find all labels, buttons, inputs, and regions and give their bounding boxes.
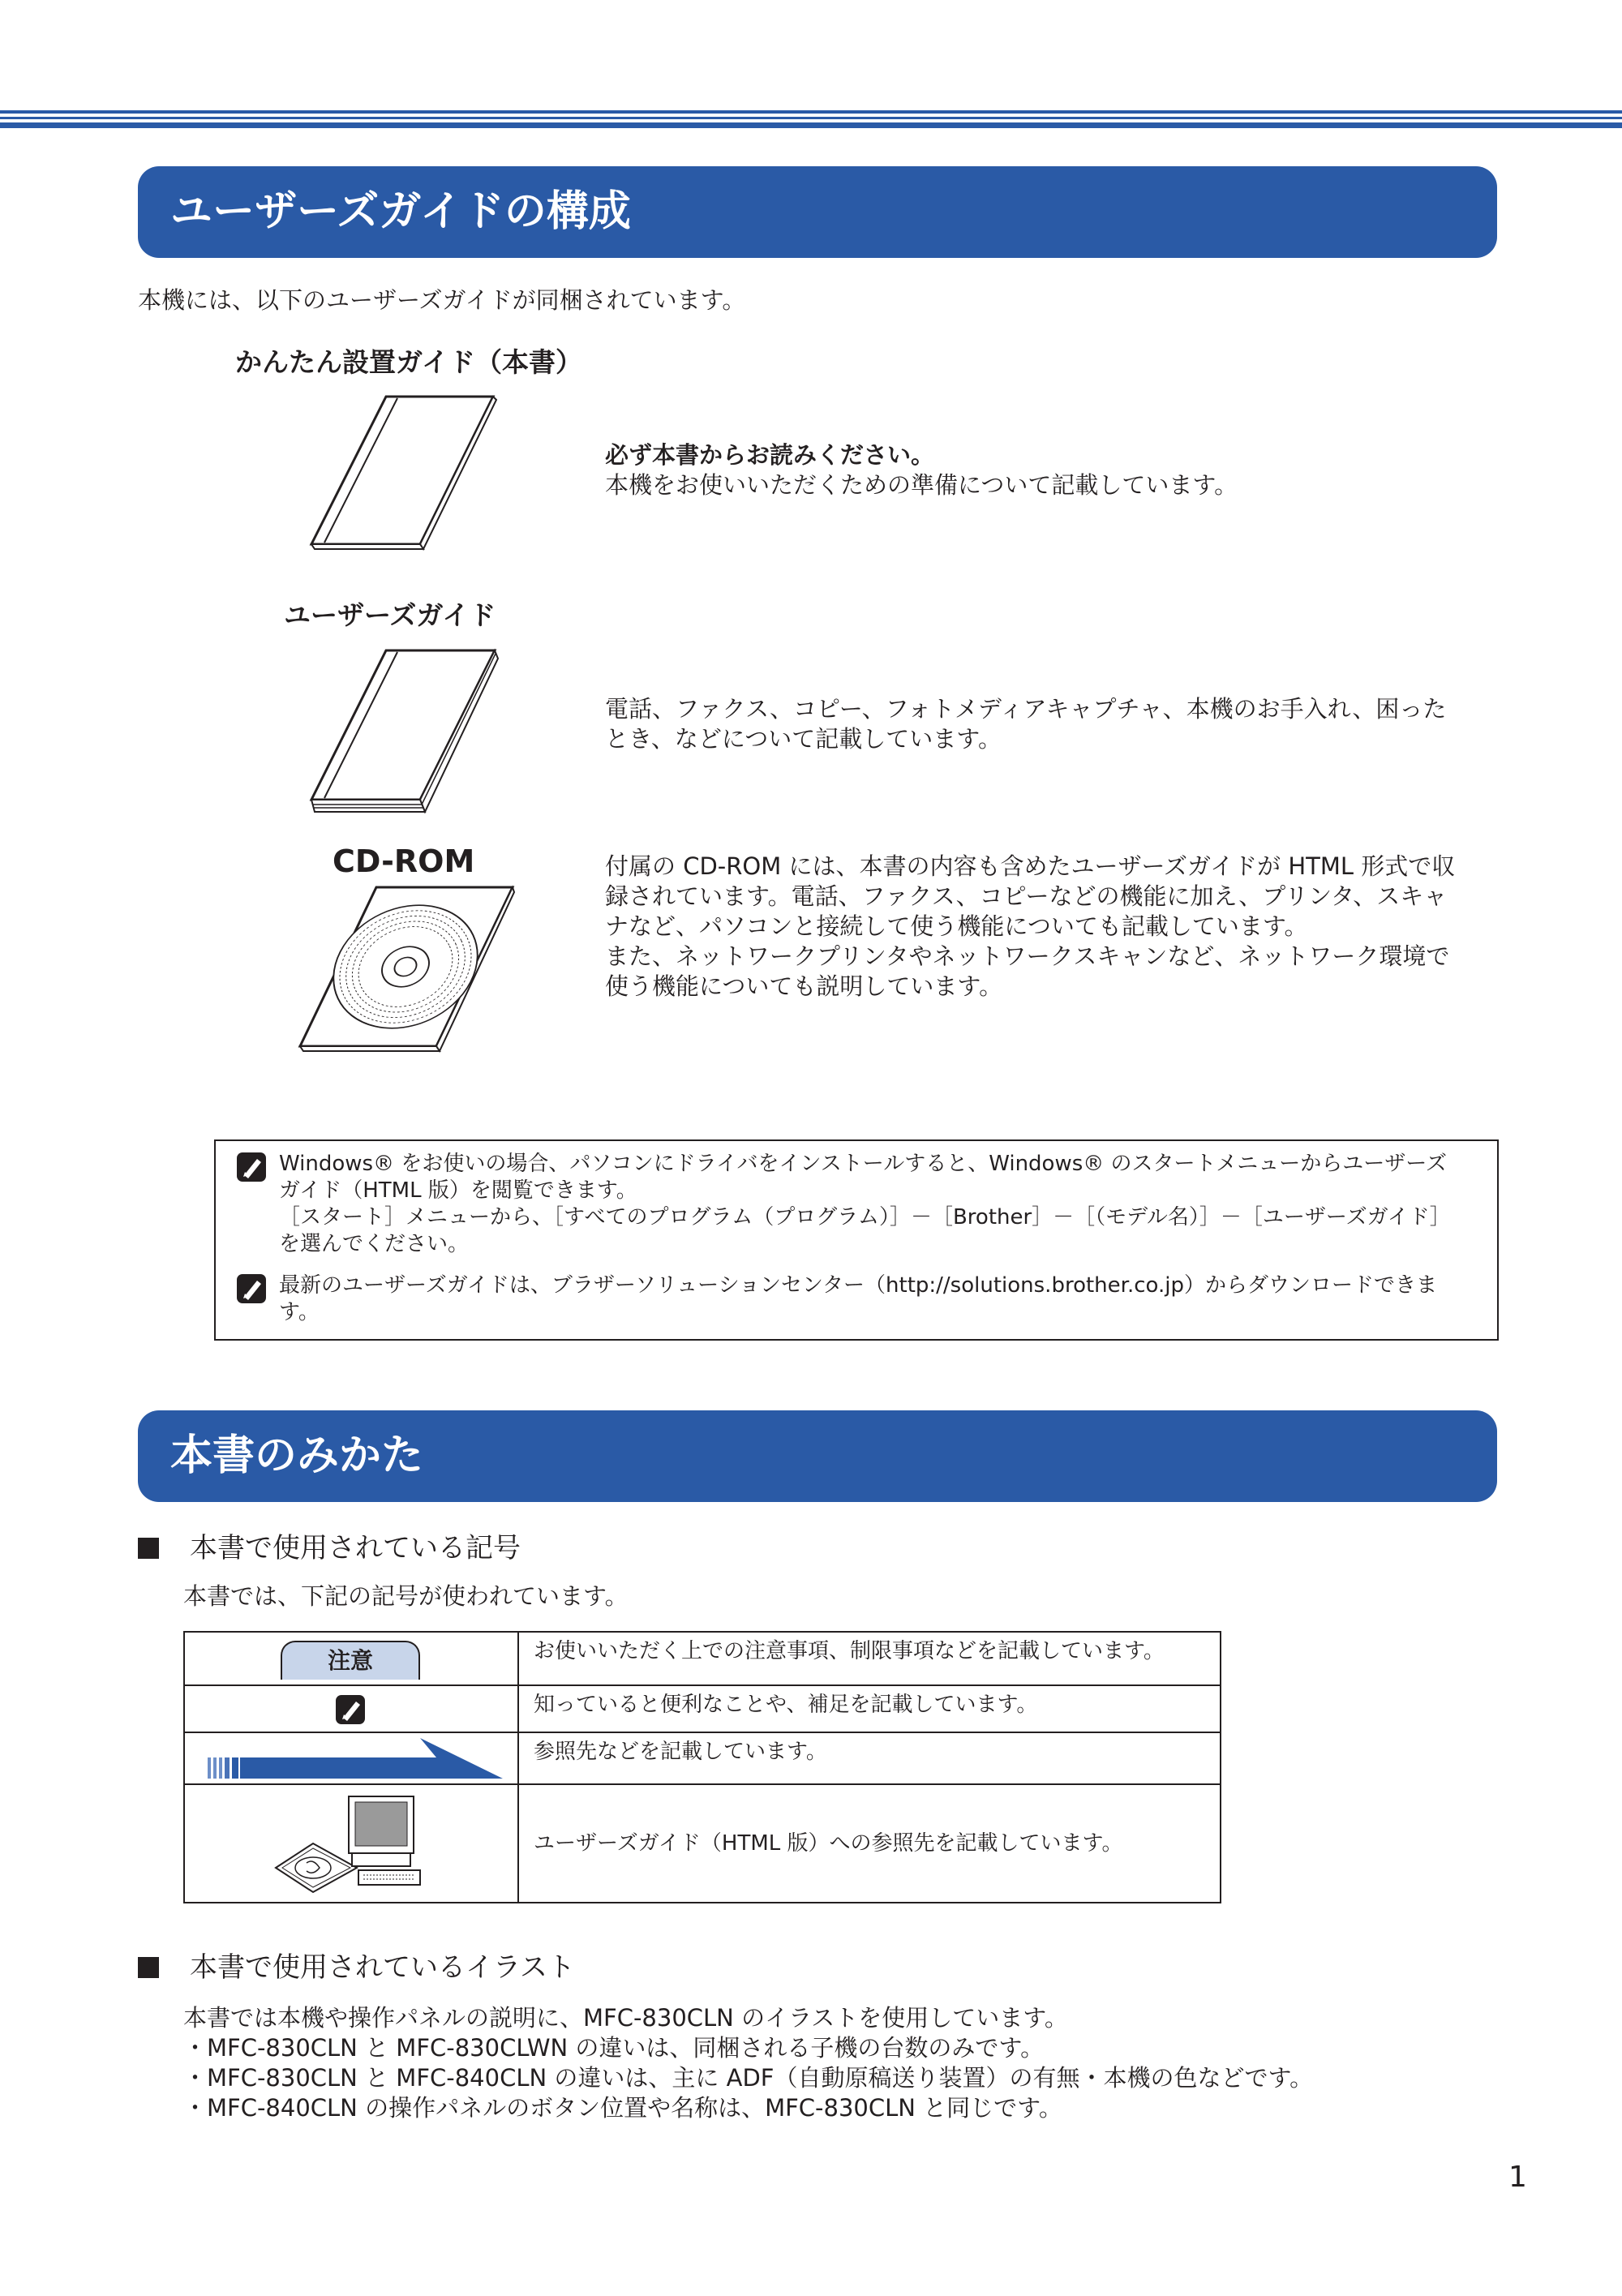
symbol-desc: ユーザーズガイド（HTML 版）への参照先を記載しています。 [518,1784,1221,1903]
page-number: 1 [1508,2161,1527,2194]
booklet-icon [307,392,498,554]
guide-desc-lead: 必ず本書からお読みください。 [605,441,935,469]
caution-label: 注意 [281,1641,420,1680]
note-icon [237,1152,266,1182]
subsection-heading [138,1945,575,1985]
subsection-heading [138,1526,521,1565]
note-text: を選んでください。 [279,1232,470,1256]
symbol-desc: 知っていると便利なことや、補足を記載しています。 [518,1685,1221,1732]
guide-desc: また、ネットワークプリンタやネットワークスキャンなど、ネットワーク環境で [605,942,1450,970]
guide-desc: 録されています。電話、ファクス、コピーなどの機能に加え、プリンタ、スキャ [605,882,1448,910]
header-rule [0,122,1622,128]
header-rule [0,117,1622,119]
reference-arrow-icon [201,1738,509,1780]
subsection-heading-text: 本書で使用されているイラスト [190,1951,575,1984]
table-row [184,1685,1221,1732]
note-text: Windows® をお使いの場合、パソコンにドライバをインストールすると、Windows® のスタートメニューからユーザーズ [279,1152,1447,1176]
section-title: ユーザーズガイドの構成 [138,166,1497,258]
guide-desc: 本機をお使いいただくための準備について記載しています。 [605,471,1238,499]
symbol-cell [184,1685,518,1732]
note-text: ［スタート］メニューから、［すべてのプログラム（プログラム）］－［Brother］－［（モデル名）］－［ユーザーズガイド］ [279,1205,1451,1230]
symbol-cell [184,1732,518,1784]
section-title: 本書のみかた [138,1410,1497,1502]
note-box [214,1139,1499,1341]
square-bullet-icon [138,1538,159,1559]
cd-rom-icon [297,884,516,1056]
note-icon [237,1274,266,1303]
subsection-heading-text: 本書で使用されている記号 [190,1532,521,1564]
illustration-note: ・MFC-830CLN と MFC-840CLN の違いは、主に ADF（自動原稿送り装置）の有無・本機の色などです。 [183,2064,1314,2092]
symbol-cell [184,1784,518,1903]
illustration-note: 本書では本機や操作パネルの説明に、MFC-830CLN のイラストを使用しています。 [183,2004,1068,2032]
square-bullet-icon [138,1957,159,1978]
illustration-note: ・MFC-830CLN と MFC-830CLWN の違いは、同梱される子機の台数のみです。 [183,2034,1045,2062]
guide-name: CD-ROM [333,843,475,879]
symbol-desc: お使いいただく上での注意事項、制限事項などを記載しています。 [518,1632,1221,1685]
note-text: ガイド（HTML 版）を閲覧できます。 [279,1178,637,1203]
guide-desc: 電話、ファクス、コピー、フォトメディアキャプチャ、本機のお手入れ、困った [605,695,1447,723]
table-row [184,1784,1221,1903]
symbols-intro: 本書では、下記の記号が使われています。 [183,1582,629,1610]
illustration-note: ・MFC-840CLN の操作パネルのボタン位置や名称は、MFC-830CLN と同じです。 [183,2094,1062,2122]
intro-text: 本機には、以下のユーザーズガイドが同梱されています。 [138,286,746,314]
table-row [184,1732,1221,1784]
note-icon [336,1695,365,1724]
symbols-table [183,1631,1221,1903]
guide-desc: 使う機能についても説明しています。 [605,972,1003,1000]
table-row [184,1632,1221,1685]
symbol-desc: 参照先などを記載しています。 [518,1732,1221,1784]
header-rule [0,110,1622,114]
html-guide-computer-icon [274,1793,436,1897]
guide-desc: ナなど、パソコンと接続して使う機能についても記載しています。 [605,912,1308,940]
guide-desc: 付属の CD-ROM には、本書の内容も含めたユーザーズガイドが HTML 形式で収 [605,852,1456,880]
note-text: す。 [279,1300,320,1324]
guide-name: かんたん設置ガイド（本書） [235,346,583,378]
guide-name: ユーザーズガイド [284,599,496,631]
note-text: 最新のユーザーズガイドは、ブラザーソリューションセンター（http://solutions.brother.co.jp）からダウンロードできま [279,1273,1437,1298]
symbol-cell [184,1632,518,1685]
manual-book-icon [307,646,501,820]
guide-desc: とき、などについて記載しています。 [605,725,1002,753]
